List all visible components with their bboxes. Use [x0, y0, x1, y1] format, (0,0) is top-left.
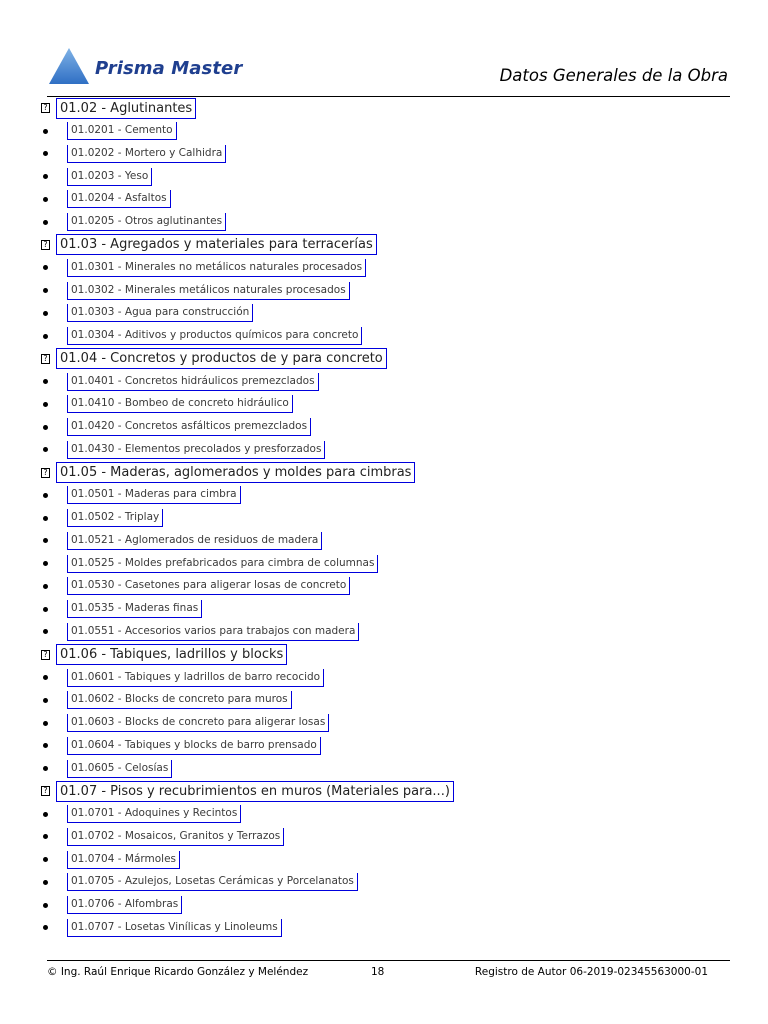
logo-text: Prisma Master [95, 58, 243, 79]
section-link[interactable]: 01.03 - Agregados y materiales para terracerías [56, 234, 377, 255]
list-item [39, 848, 739, 871]
bullet-icon [43, 516, 48, 521]
item-link[interactable]: 01.0705 - Azulejos, Losetas Cerámicas y Porcelanatos [67, 873, 358, 891]
list-item [39, 416, 739, 439]
section-link[interactable]: 01.02 - Aglutinantes [56, 98, 196, 119]
item-link[interactable]: 01.0410 - Bombeo de concreto hidráulico [67, 395, 293, 413]
item-link[interactable]: 01.0420 - Concretos asfálticos premezclados [67, 418, 311, 436]
item-link[interactable]: 01.0205 - Otros aglutinantes [67, 213, 226, 231]
item-link[interactable]: 01.0535 - Maderas finas [67, 600, 202, 618]
missing-glyph-icon: ? [41, 786, 50, 796]
bullet-icon [43, 880, 48, 885]
bullet-icon [43, 857, 48, 862]
bullet-icon [43, 493, 48, 498]
item-link[interactable]: 01.0521 - Aglomerados de residuos de madera [67, 532, 322, 550]
section-heading [39, 234, 739, 257]
item-link[interactable]: 01.0704 - Mármoles [67, 851, 180, 869]
bullet-icon [43, 721, 48, 726]
missing-glyph-icon: ? [41, 240, 50, 250]
section-link[interactable]: 01.05 - Maderas, aglomerados y moldes para cimbras [56, 462, 415, 483]
page-title: Datos Generales de la Obra [499, 66, 728, 85]
bullet-icon [43, 925, 48, 930]
logo [47, 46, 267, 88]
catalog-list [39, 97, 739, 939]
item-link[interactable]: 01.0303 - Agua para construcción [67, 304, 253, 322]
list-item [39, 803, 739, 826]
bullet-icon [43, 447, 48, 452]
item-link[interactable]: 01.0201 - Cemento [67, 122, 177, 140]
item-link[interactable]: 01.0430 - Elementos precolados y presforzados [67, 441, 325, 459]
bullet-icon [43, 402, 48, 407]
section-heading [39, 643, 739, 666]
bullet-icon [43, 265, 48, 270]
section-heading [39, 347, 739, 370]
bullet-icon [43, 129, 48, 134]
list-item [39, 575, 739, 598]
item-link[interactable]: 01.0702 - Mosaicos, Granitos y Terrazos [67, 828, 284, 846]
list-item [39, 302, 739, 325]
bullet-icon [43, 812, 48, 817]
item-link[interactable]: 01.0603 - Blocks de concreto para aligerar losas [67, 714, 329, 732]
item-link[interactable]: 01.0525 - Moldes prefabricados para cimbra de columnas [67, 555, 378, 573]
section-link[interactable]: 01.04 - Concretos y productos de y para concreto [56, 348, 387, 369]
bullet-icon [43, 425, 48, 430]
list-item [39, 325, 739, 348]
item-link[interactable]: 01.0601 - Tabiques y ladrillos de barro recocido [67, 669, 324, 687]
list-item [39, 598, 739, 621]
list-item [39, 689, 739, 712]
bullet-icon [43, 538, 48, 543]
list-item [39, 712, 739, 735]
item-link[interactable]: 01.0605 - Celosías [67, 760, 172, 778]
list-item [39, 507, 739, 530]
item-link[interactable]: 01.0401 - Concretos hidráulicos premezclados [67, 373, 319, 391]
bullet-icon [43, 197, 48, 202]
list-item [39, 438, 739, 461]
item-link[interactable]: 01.0304 - Aditivos y productos químicos para concreto [67, 327, 362, 345]
list-item [39, 826, 739, 849]
bullet-icon [43, 334, 48, 339]
missing-glyph-icon: ? [41, 103, 50, 113]
list-item [39, 666, 739, 689]
list-item [39, 917, 739, 940]
bullet-icon [43, 311, 48, 316]
bullet-icon [43, 174, 48, 179]
item-link[interactable]: 01.0204 - Asfaltos [67, 190, 171, 208]
item-link[interactable]: 01.0602 - Blocks de concreto para muros [67, 691, 292, 709]
list-item [39, 871, 739, 894]
missing-glyph-icon: ? [41, 354, 50, 364]
section-link[interactable]: 01.06 - Tabiques, ladrillos y blocks [56, 644, 287, 665]
list-item [39, 757, 739, 780]
list-item [39, 120, 739, 143]
list-item [39, 393, 739, 416]
bullet-icon [43, 379, 48, 384]
item-link[interactable]: 01.0502 - Triplay [67, 509, 163, 527]
missing-glyph-icon: ? [41, 468, 50, 478]
list-item [39, 552, 739, 575]
item-link[interactable]: 01.0604 - Tabiques y blocks de barro prensado [67, 737, 321, 755]
item-link[interactable]: 01.0707 - Losetas Vinílicas y Linoleums [67, 919, 282, 937]
list-item [39, 143, 739, 166]
bullet-icon [43, 903, 48, 908]
list-item [39, 484, 739, 507]
prism-logo-icon [47, 46, 91, 86]
item-link[interactable]: 01.0501 - Maderas para cimbra [67, 486, 241, 504]
item-link[interactable]: 01.0551 - Accesorios varios para trabajos con madera [67, 623, 359, 641]
list-item [39, 279, 739, 302]
list-item [39, 370, 739, 393]
section-heading [39, 97, 739, 120]
bullet-icon [43, 288, 48, 293]
section-link[interactable]: 01.07 - Pisos y recubrimientos en muros (Materiales para...) [56, 781, 454, 802]
footer-registry: Registro de Autor 06-2019-02345563000-01 [474, 966, 708, 978]
list-item [39, 165, 739, 188]
page-header [47, 44, 730, 97]
bullet-icon [43, 607, 48, 612]
list-item [39, 211, 739, 234]
item-link[interactable]: 01.0301 - Minerales no metálicos naturales procesados [67, 259, 366, 277]
list-item [39, 894, 739, 917]
item-link[interactable]: 01.0530 - Casetones para aligerar losas de concreto [67, 577, 350, 595]
bullet-icon [43, 834, 48, 839]
bullet-icon [43, 698, 48, 703]
page-footer [47, 960, 730, 991]
item-link[interactable]: 01.0701 - Adoquines y Recintos [67, 805, 241, 823]
section-heading [39, 780, 739, 803]
item-link[interactable]: 01.0706 - Alfombras [67, 896, 182, 914]
missing-glyph-icon: ? [41, 650, 50, 660]
bullet-icon [43, 220, 48, 225]
bullet-icon [43, 675, 48, 680]
bullet-icon [43, 151, 48, 156]
page-number: 18 [371, 966, 385, 978]
bullet-icon [43, 584, 48, 589]
list-item [39, 530, 739, 553]
list-item [39, 256, 739, 279]
list-item [39, 621, 739, 644]
item-link[interactable]: 01.0302 - Minerales metálicos naturales procesados [67, 282, 350, 300]
footer-author: © Ing. Raúl Enrique Ricardo González y Meléndez [47, 966, 309, 978]
bullet-icon [43, 561, 48, 566]
bullet-icon [43, 743, 48, 748]
list-item [39, 188, 739, 211]
item-link[interactable]: 01.0202 - Mortero y Calhidra [67, 145, 226, 163]
bullet-icon [43, 766, 48, 771]
item-link[interactable]: 01.0203 - Yeso [67, 168, 152, 186]
section-heading [39, 461, 739, 484]
list-item [39, 734, 739, 757]
bullet-icon [43, 629, 48, 634]
